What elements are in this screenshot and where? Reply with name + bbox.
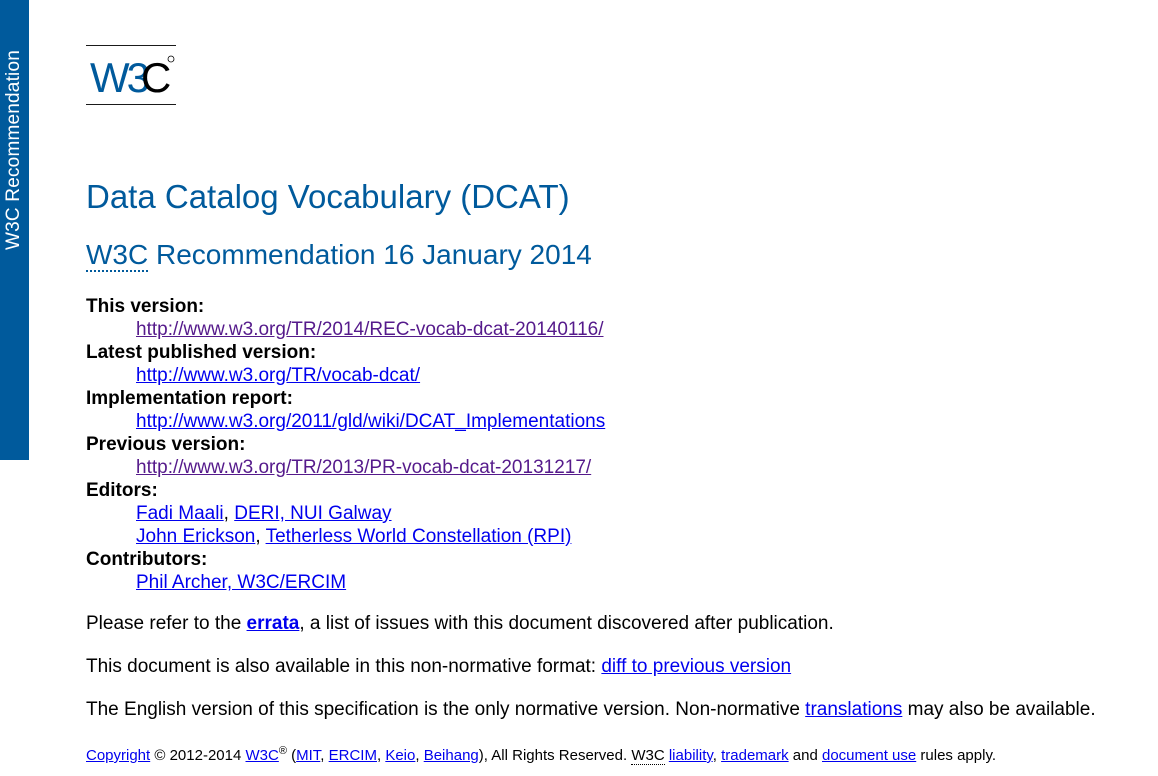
w3c-abbr-footer: W3C [631,747,665,764]
badge-label: W3C Recommendation [3,49,24,251]
contributor-link[interactable]: Phil Archer, W3C/ERCIM [136,572,347,593]
this-version-link[interactable]: http://www.w3.org/TR/2014/REC-vocab-dcat-20140116/ [136,319,604,340]
registered-mark: ® [278,745,287,757]
previous-version-label: Previous version: [86,434,246,455]
copyright-and: and [788,747,822,764]
copyright-notice [86,745,996,764]
document-title: Data Catalog Vocabulary (DCAT) [86,178,570,215]
editor-item [136,525,605,548]
copyright-comma: , [415,747,424,764]
format-text: This document is also available in this non-normative format: [86,656,602,677]
w3c-link[interactable]: W3C [245,747,279,764]
editor-org-link[interactable]: Tetherless World Constellation (RPI) [265,526,572,547]
previous-version-link[interactable]: http://www.w3.org/TR/2013/PR-vocab-dcat-20131217/ [136,457,592,478]
editor-separator: , [255,526,266,547]
document-status-date [86,239,592,271]
copyright-end: rules apply. [916,747,996,764]
copyright-years: © 2012-2014 [150,747,246,764]
copyright-comma: , [712,747,722,764]
translations-link[interactable]: translations [805,699,903,720]
w3c-logo[interactable] [86,45,176,105]
ercim-link[interactable]: ERCIM [328,747,377,764]
implementation-report-label: Implementation report: [86,388,293,409]
logo-w3: W3 [90,54,147,101]
contributors-label: Contributors: [86,549,208,570]
copyright-rights: ), All Rights Reserved. [478,747,632,764]
mit-link[interactable]: MIT [296,747,321,764]
copyright-comma: , [320,747,329,764]
beihang-link[interactable]: Beihang [423,747,479,764]
document-metadata [86,295,605,594]
editor-item [136,502,605,525]
status-date-text: Recommendation 16 January 2014 [148,239,592,270]
translations-paragraph [86,699,1096,721]
w3c-logo-mark [86,46,176,104]
liability-link[interactable]: liability [668,747,713,764]
editor-org-link[interactable]: DERI, NUI Galway [234,503,392,524]
diff-link[interactable]: diff to previous version [601,656,792,677]
copyright-comma: , [376,747,386,764]
translations-text-before: The English version of this specification is the only normative version. Non-normative [86,699,806,720]
editors-label: Editors: [86,480,158,501]
translations-text-after: may also be available. [902,699,1096,720]
logo-c: C [141,54,172,101]
editor-name-link[interactable]: Fadi Maali [136,503,224,524]
errata-paragraph [86,613,834,635]
errata-link[interactable]: errata [246,613,300,634]
latest-version-label: Latest published version: [86,342,317,363]
errata-text-after: , a list of issues with this document discovered after publication. [299,613,834,634]
latest-version-link[interactable]: http://www.w3.org/TR/vocab-dcat/ [136,365,421,386]
copyright-open-paren: ( [286,747,297,764]
copyright-link[interactable]: Copyright [86,747,151,764]
alternate-format-paragraph [86,656,791,678]
w3c-recommendation-badge [0,0,29,460]
w3c-abbr: W3C [86,239,149,270]
implementation-report-link[interactable]: http://www.w3.org/2011/gld/wiki/DCAT_Implementations [136,411,606,432]
trademark-link[interactable]: trademark [721,747,789,764]
editor-separator: , [223,503,235,524]
document-use-link[interactable]: document use [822,747,917,764]
this-version-label: This version: [86,296,205,317]
errata-text-before: Please refer to the [86,613,247,634]
editor-name-link[interactable]: John Erickson [136,526,256,547]
keio-link[interactable]: Keio [385,747,416,764]
